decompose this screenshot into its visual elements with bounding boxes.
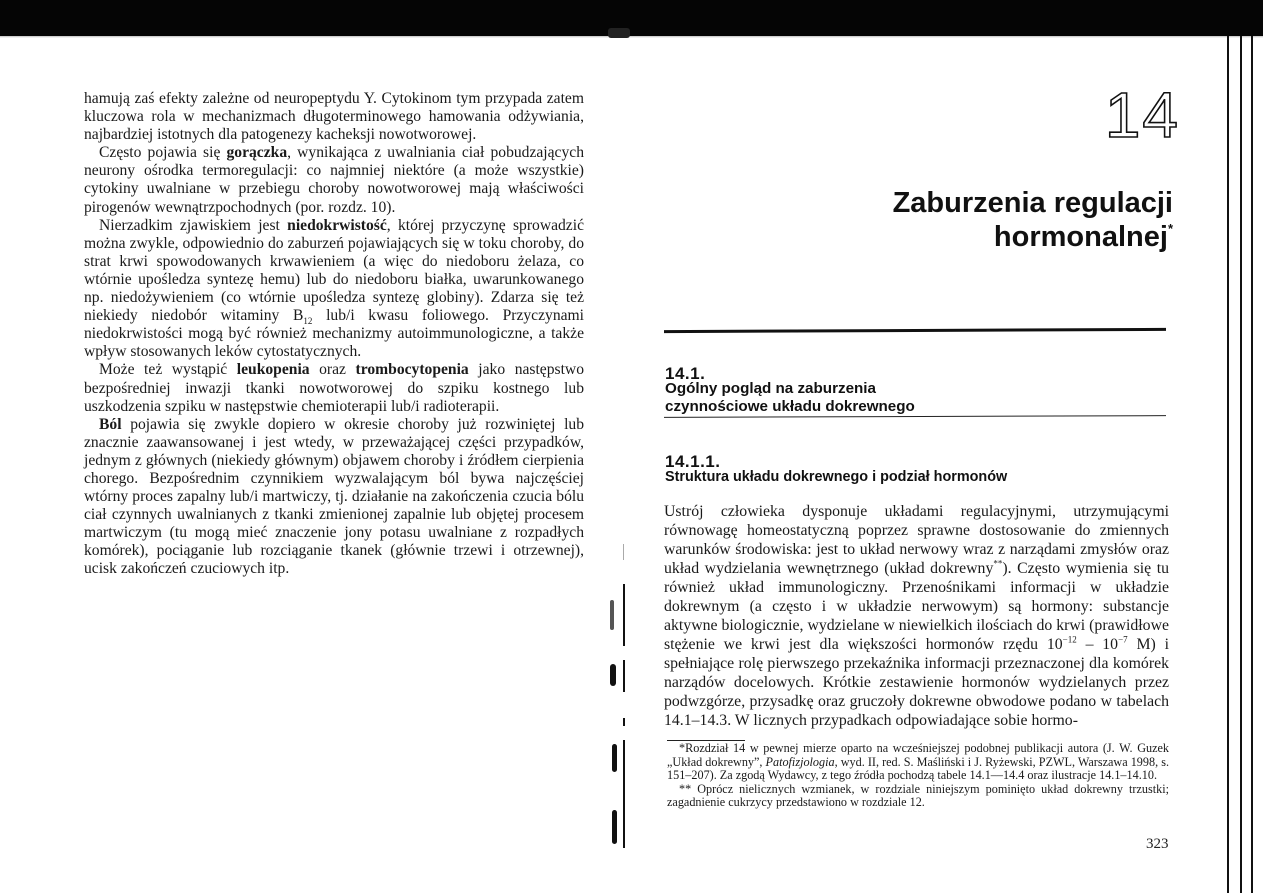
gutter-mark	[623, 544, 624, 560]
footnote-1: *Rozdział 14 w pewnej mierze oparto na wcześniejszej podobnej publikacji autora (J. W. Guzek „Układ dokrewny”, Patofizjologia, wyd. II, red. S. Maśliński i J. Ryżewski, PZWL, Warszawa 1998, s. 151–207). Za zgodą Wydawcy, z tego źródła pochodzą tabele 14.1––14.4 oraz ilustracje 14.1–14.10.	[667, 741, 1169, 783]
paragraph-endocrine-intro: Ustrój człowieka dysponuje układami regulacyjnymi, utrzymującymi równowagę homeostatyczną poprzez sprawne dostosowanie do zmiennych warunków środowiska: jest to układ nerwowy wraz z narządami zmysłów oraz układ wydzielania wewnętrznego (układ dokrewny**). Często wymienia się tu również układ immunologiczny. Przenośnikami informacji w układzie dokrewnym (a często i w układzie nerwowym) są hormony: substancje aktywne biologicznie, wydzielane w niewielkich ilościach do krwi (prawidłowe stężenie we krwi jest dla większości hormonów rzędu $10^{-12} - 10^{-7}$ M) i spełniające rolę pierwszego przekaźnika informacji przeznaczonej dla komórek narządów docelowych. Krótkie zestawienie hormonów wydzielanych przez podwzgórze, przysadkę oraz gruczoły dokrewne obwodowe podano w tabelach 14.1–14.3. W licznych przypadkach odpowiadające sobie hormo-	[664, 503, 1170, 729]
paragraph-anemia: Nierzadkim zjawiskiem jest niedokrwistość, której przyczynę sprowadzić można zwykle, odpowiednio do zaburzeń pojawiających się w toku choroby, do strat krwi spowodowanych krwawieniem (a więc do niedoboru żelaza, co wtórnie upośledza syntezę hemu) lub do niedoboru białka, uwarunkowanego np. niedożywieniem (co wtórnie upośledza syntezę globiny). Zdarza się też niekiedy niedobór witaminy $B_{12}$ lub/i kwasu foliowego. Przyczynami niedokrwistości mogą być również mechanizmy autoimmunologiczne, a także wpływ stosowanych leków cytostatycznych.	[84, 216, 585, 361]
paragraph-leukopenia: Może też wystąpić leukopenia oraz trombocytopenia jako następstwo bezpośredniej inwazji tkanki nowotworowej do szpiku kostnego lub uszkodzenia szpiku w następstwie chemioterapii lub/i radioterapii.	[84, 361, 584, 415]
subsection-number: 14.1.1.	[665, 452, 721, 471]
page-number: 323	[1146, 836, 1169, 852]
chapter-title-line1: Zaburzenia regulacji	[892, 187, 1173, 219]
gutter-mark	[623, 660, 625, 692]
page-edge-line	[1227, 36, 1229, 893]
gutter-mark	[610, 664, 616, 686]
section-number: 14.1.	[665, 364, 706, 383]
left-page-text	[84, 90, 584, 579]
page-edge-line	[1240, 36, 1242, 893]
gutter-mark	[623, 584, 625, 646]
paragraph-pain: Ból pojawia się zwykle dopiero w okresie choroby już rozwiniętej lub znacznie zaawansowanej i jest wtedy, w przeważającej części przypadków, jednym z głównych (niekiedy głównym) objawem choroby i źródłem cierpienia chorego. Bezpośrednim czynnikiem wyzwalającym ból bywa najczęściej wtórny proces zapalny lub/i martwiczy, tj. działanie na zakończenia czucia bólu ciał czynnych uwalnianych z tkanki zmienionej zapalnie lub objętej procesem martwiczym (tu mogą mieć znaczenie jony potasu uwalniane z rozpadłych komórek), pociąganie lub rozciąganie tkanek (głównie trzewi i otrzewnej), ucisk zakończeń czuciowych itp.	[84, 415, 584, 578]
footnote-2: ** Oprócz nielicznych wzmianek, w rozdziale niniejszym pominięto układ dokrewny trzustki; zagadnienie cukrzycy przedstawiono w rozdziale 12.	[667, 781, 1169, 810]
gutter-mark	[623, 718, 625, 726]
section-rule	[664, 328, 1166, 333]
gutter-speck	[608, 28, 630, 38]
chapter-title-line2	[800, 220, 1173, 254]
gutter-mark	[612, 744, 617, 772]
chapter-number: 14	[1104, 79, 1180, 151]
page-edge-line	[1251, 36, 1253, 893]
gutter-mark	[610, 600, 614, 630]
paragraph-fever: Często pojawia się gorączka, wynikająca z uwalniania ciał pobudzających neurony ośrodka termoregulacji: co najmniej niektóre (a może wszystkie) cytokiny uwalniane w przebiegu choroby nowotworowej mają właściwości pirogenów wewnątrzpochodnych (por. rozdz. 10).	[84, 144, 584, 216]
right-page-body	[664, 502, 1169, 730]
paragraph: hamują zaś efekty zależne od neuropeptydu Y. Cytokinom tym przypada zatem kluczowa rola w mechanizmach długoterminowego hamowania odżywiania, najbardziej istotnych dla patogenezy kacheksji nowotworowej.	[84, 90, 584, 144]
footnotes	[667, 742, 1169, 810]
chapter-title	[800, 186, 1173, 254]
footnote-marker: *	[1167, 221, 1173, 236]
subsection-title: Struktura układu dokrewnego i podział hormonów	[665, 469, 1008, 485]
section-title-line1: Ogólny pogląd na zaburzenia	[665, 380, 876, 397]
section-title-line2: czynnościowe układu dokrewnego	[665, 398, 915, 415]
gutter-mark	[623, 740, 625, 848]
chapter-title-text: hormonalnej	[993, 221, 1168, 253]
section-title	[665, 380, 915, 416]
scan-top-shadow-fade	[0, 30, 1263, 38]
gutter-mark	[612, 810, 617, 844]
